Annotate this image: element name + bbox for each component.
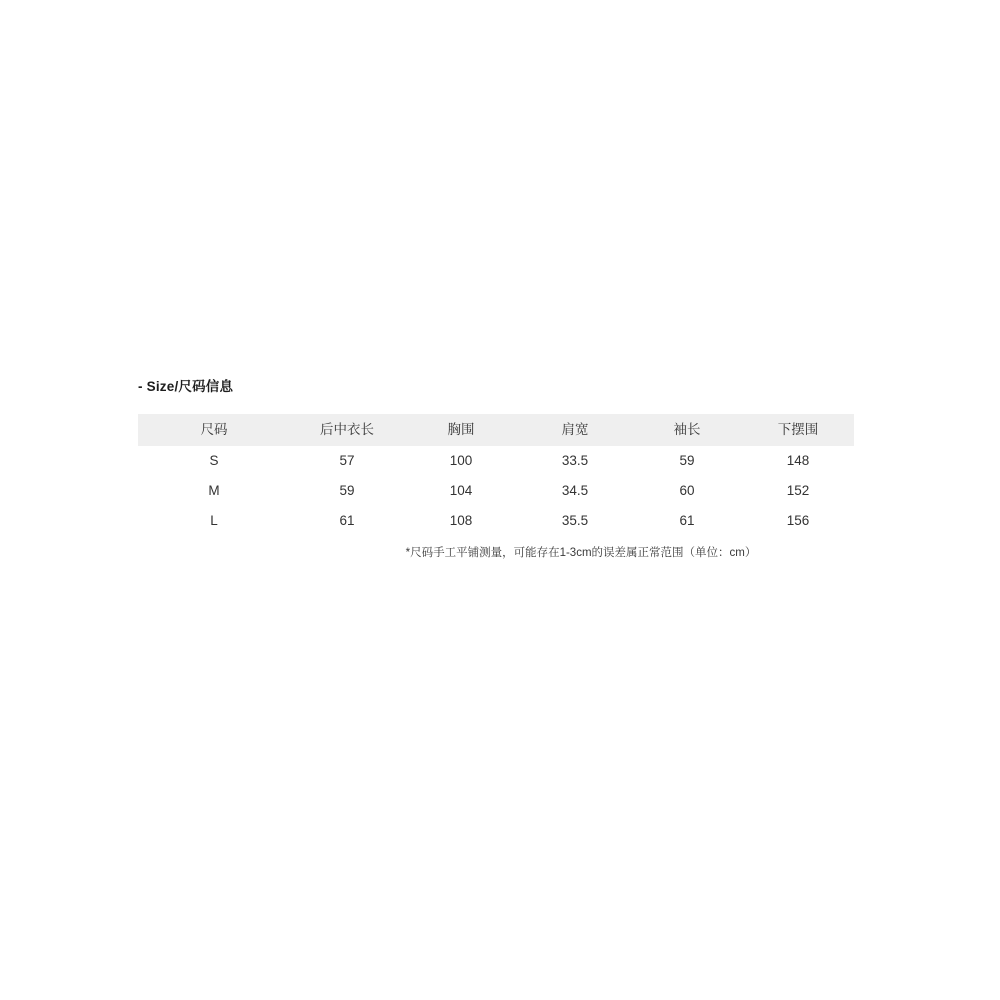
cell-bust: 100: [404, 446, 518, 476]
column-header-bust: 胸围: [404, 414, 518, 446]
cell-back-length: 61: [290, 506, 404, 536]
cell-hem: 148: [742, 446, 854, 476]
section-title: - Size/尺码信息: [138, 379, 234, 394]
column-header-shoulder: 肩宽: [518, 414, 632, 446]
column-header-sleeve: 袖长: [632, 414, 742, 446]
column-header-size: 尺码: [138, 414, 290, 446]
size-table: [138, 414, 854, 536]
cell-bust: 108: [404, 506, 518, 536]
column-header-back-length: 后中衣长: [290, 414, 404, 446]
cell-back-length: 59: [290, 476, 404, 506]
cell-bust: 104: [404, 476, 518, 506]
cell-shoulder: 34.5: [518, 476, 632, 506]
cell-back-length: 57: [290, 446, 404, 476]
cell-shoulder: 33.5: [518, 446, 632, 476]
measurement-note: *尺码手工平铺测量，可能存在1-3cm的误差属正常范围（单位：cm）: [405, 547, 757, 559]
cell-hem: 152: [742, 476, 854, 506]
cell-shoulder: 35.5: [518, 506, 632, 536]
table-header-row: [138, 414, 854, 446]
cell-sleeve: 60: [632, 476, 742, 506]
table-row: [138, 506, 854, 536]
column-header-hem: 下摆围: [742, 414, 854, 446]
table-row: [138, 476, 854, 506]
cell-size: M: [138, 476, 290, 506]
cell-size: S: [138, 446, 290, 476]
size-info-section: [138, 378, 854, 561]
cell-hem: 156: [742, 506, 854, 536]
cell-sleeve: 61: [632, 506, 742, 536]
cell-size: L: [138, 506, 290, 536]
table-row: [138, 446, 854, 476]
cell-sleeve: 59: [632, 446, 742, 476]
